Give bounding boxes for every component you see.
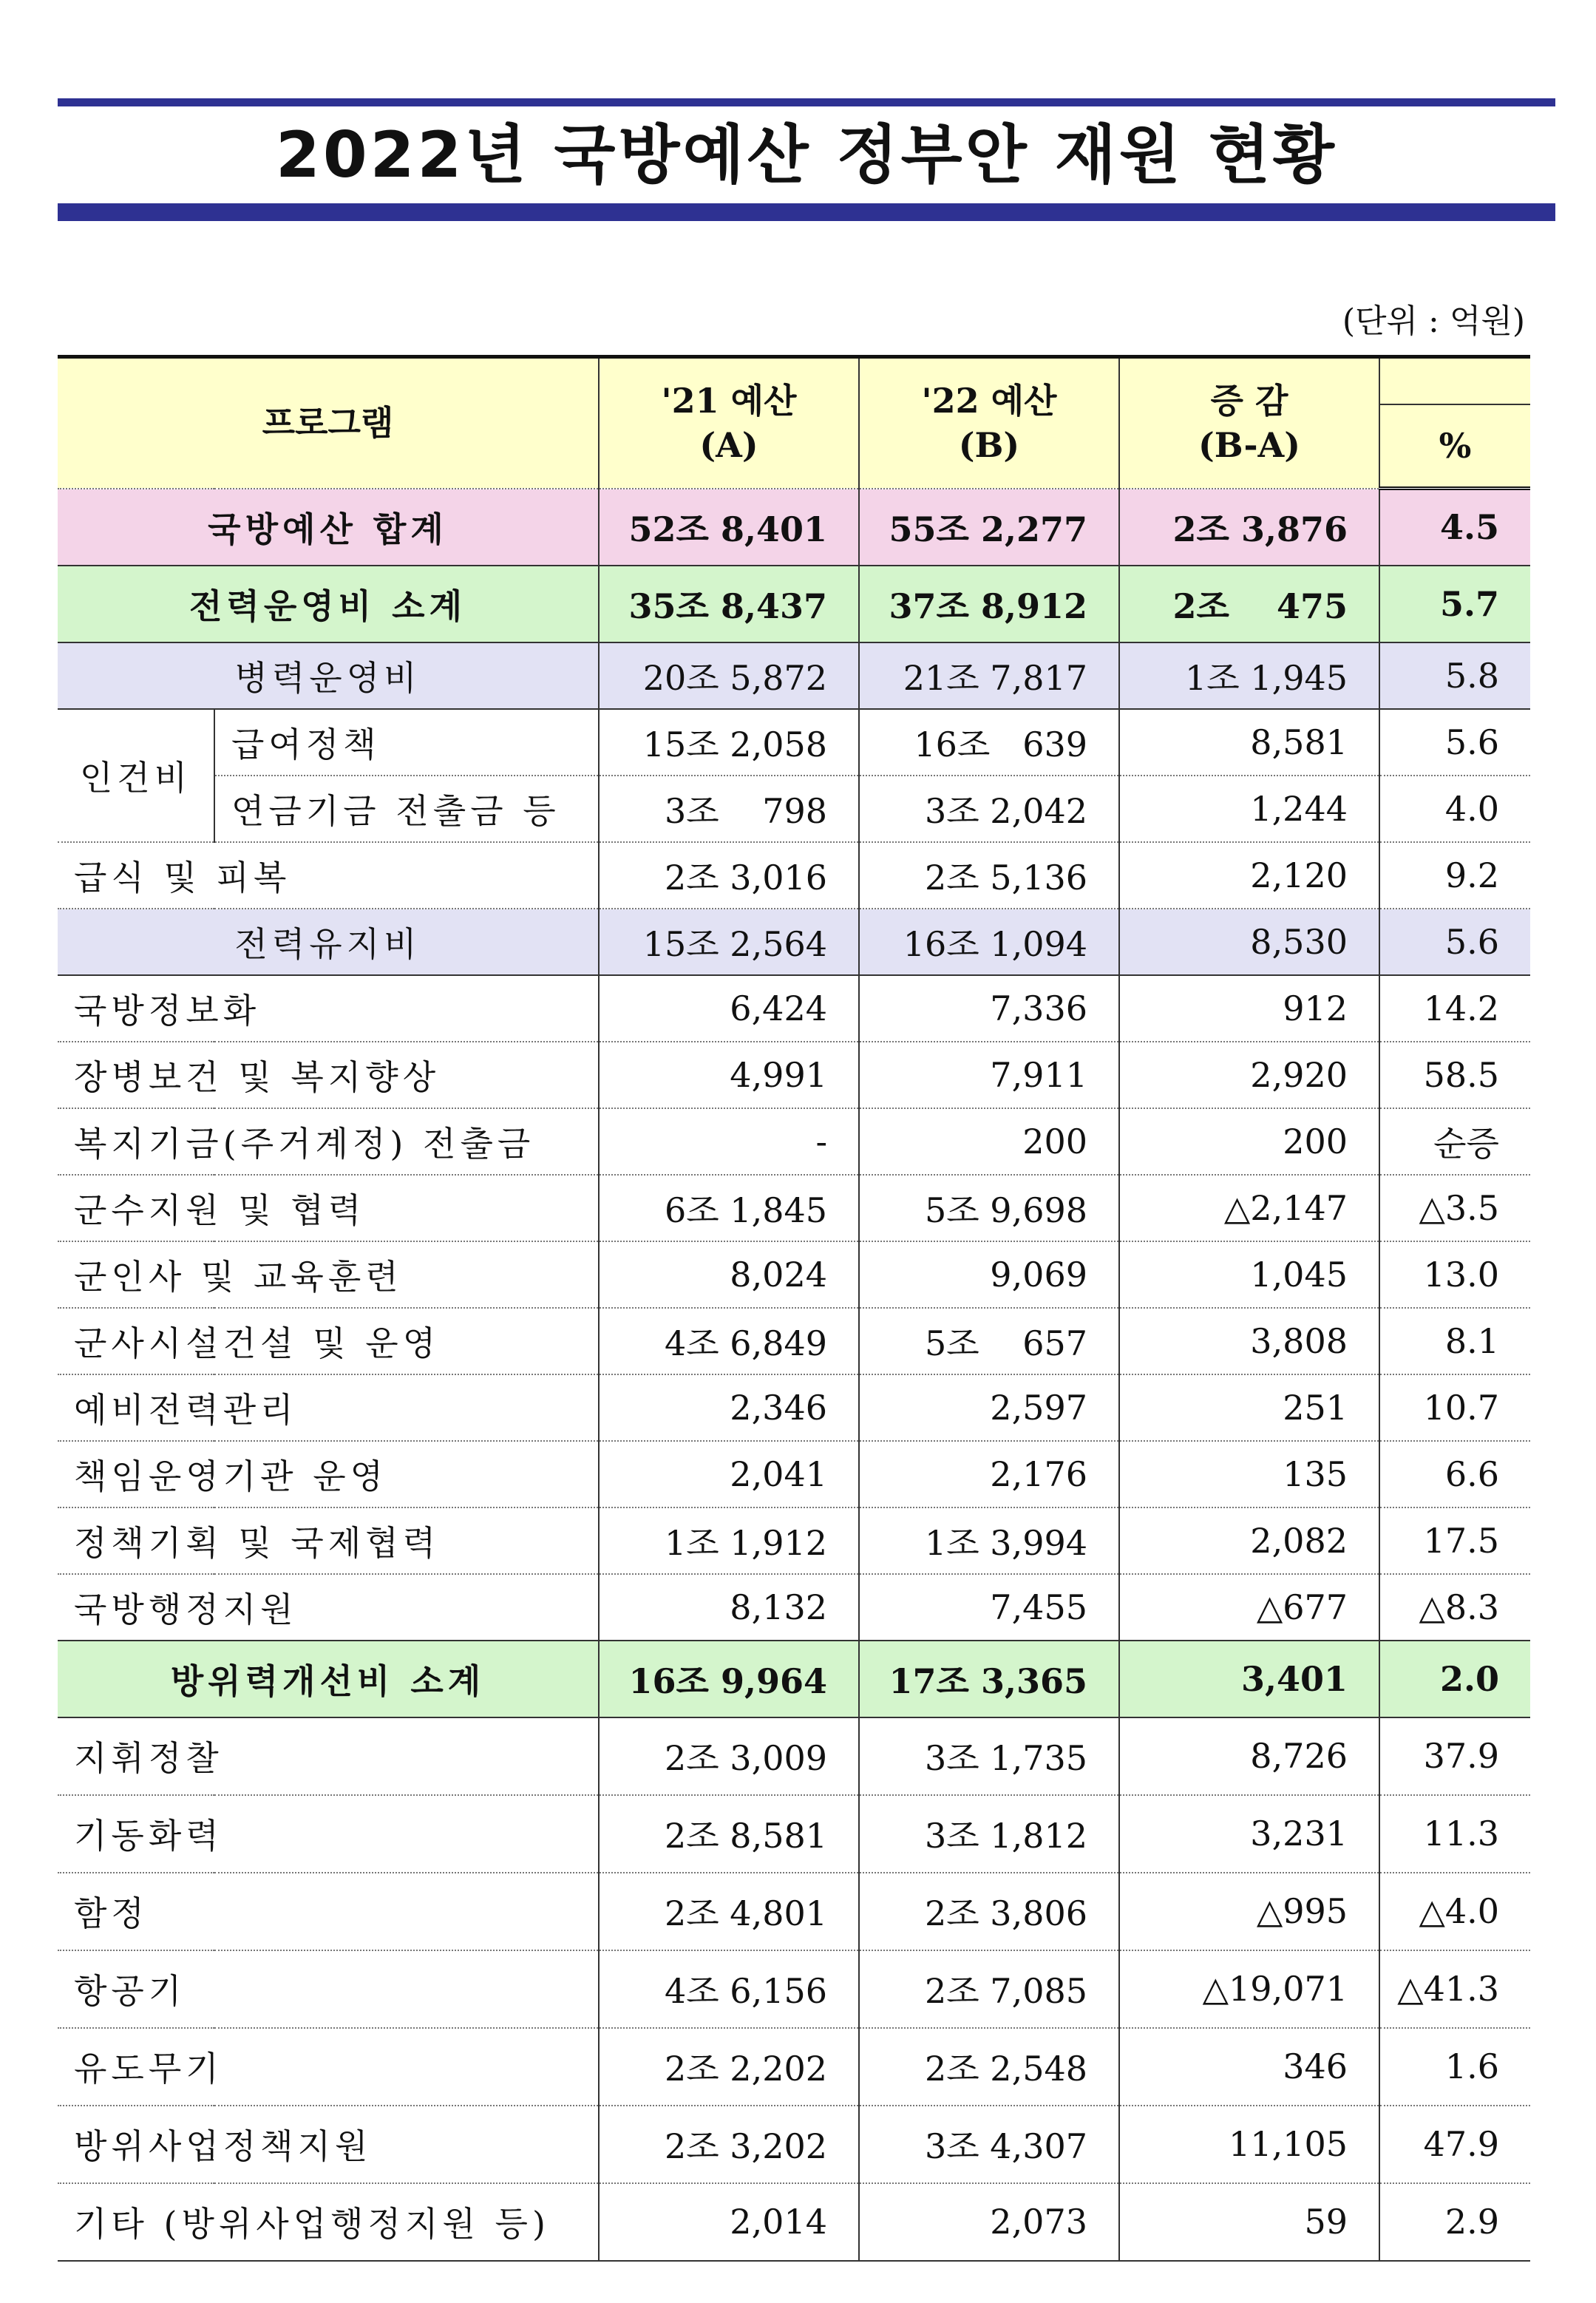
row-label: 기동화력 xyxy=(58,1795,599,1873)
table-row xyxy=(58,1873,1530,1950)
cell-budget22: 16조 1,094 xyxy=(859,909,1119,975)
header-change-line2: (B-A) xyxy=(1198,425,1301,466)
row-label: 국방행정지원 xyxy=(58,1574,599,1641)
cell-budget22: 3조 1,812 xyxy=(859,1795,1119,1873)
cell-budget21: 2조 3,009 xyxy=(599,1717,859,1795)
cell-percent: 47.9 xyxy=(1379,2106,1530,2183)
cell-budget22: 2조 2,548 xyxy=(859,2028,1119,2106)
cell-change: 2조 3,876 xyxy=(1119,489,1379,566)
cell-budget22: 1조 3,994 xyxy=(859,1507,1119,1574)
cell-budget22: 16조 639 xyxy=(859,709,1119,776)
table-row xyxy=(58,2028,1530,2106)
cell-change: 200 xyxy=(1119,1108,1379,1175)
cell-percent: 8.1 xyxy=(1379,1308,1530,1374)
cell-budget21: 2,346 xyxy=(599,1374,859,1441)
cell-budget21: 2조 8,581 xyxy=(599,1795,859,1873)
header-budget21-line1: '21 예산 xyxy=(661,381,797,421)
cell-change: 2,082 xyxy=(1119,1507,1379,1574)
table-row xyxy=(58,909,1530,975)
cell-percent: 5.8 xyxy=(1379,642,1530,709)
cell-budget21: 2조 4,801 xyxy=(599,1873,859,1950)
cell-budget21: 8,024 xyxy=(599,1241,859,1308)
cell-percent: 2.9 xyxy=(1379,2183,1530,2261)
cell-budget22: 2조 3,806 xyxy=(859,1873,1119,1950)
row-label: 예비전력관리 xyxy=(58,1374,599,1441)
row-label: 국방예산 합계 xyxy=(58,489,599,566)
header-change-line1: 증 감 xyxy=(1210,381,1288,421)
cell-change: 346 xyxy=(1119,2028,1379,2106)
cell-budget22: 2,597 xyxy=(859,1374,1119,1441)
cell-budget21: 2조 2,202 xyxy=(599,2028,859,2106)
cell-change: 1조 1,945 xyxy=(1119,642,1379,709)
row-label: 군사시설건설 및 운영 xyxy=(58,1308,599,1374)
table-row xyxy=(58,1717,1530,1795)
table-row xyxy=(58,1507,1530,1574)
cell-change: 11,105 xyxy=(1119,2106,1379,2183)
table-row xyxy=(58,1042,1530,1108)
cell-percent: 순증 xyxy=(1379,1108,1530,1175)
row-label: 정책기획 및 국제협력 xyxy=(58,1507,599,1574)
table-row xyxy=(58,566,1530,642)
cell-budget22: 7,455 xyxy=(859,1574,1119,1641)
header-budget22-line1: '22 예산 xyxy=(921,381,1057,421)
table-row xyxy=(58,2106,1530,2183)
row-group-label: 인건비 xyxy=(58,709,214,842)
title-rule-bottom xyxy=(58,203,1555,221)
table-row xyxy=(58,489,1530,566)
cell-budget22: 2조 7,085 xyxy=(859,1950,1119,2028)
cell-change: 2조 475 xyxy=(1119,566,1379,642)
cell-budget22: 37조 8,912 xyxy=(859,566,1119,642)
cell-budget22: 2조 5,136 xyxy=(859,842,1119,909)
table-row xyxy=(58,1950,1530,2028)
budget-table xyxy=(58,355,1530,2262)
cell-change: △2,147 xyxy=(1119,1175,1379,1241)
table-row xyxy=(58,1108,1530,1175)
row-label: 책임운영기관 운영 xyxy=(58,1441,599,1507)
cell-change: 3,401 xyxy=(1119,1641,1379,1717)
cell-budget22: 3조 1,735 xyxy=(859,1717,1119,1795)
cell-budget21: 35조 8,437 xyxy=(599,566,859,642)
cell-budget21: 4조 6,849 xyxy=(599,1308,859,1374)
cell-budget21: - xyxy=(599,1108,859,1175)
table-row xyxy=(58,1374,1530,1441)
cell-budget22: 5조 657 xyxy=(859,1308,1119,1374)
cell-change: 8,530 xyxy=(1119,909,1379,975)
row-label: 함정 xyxy=(58,1873,599,1950)
table-row xyxy=(58,642,1530,709)
row-label: 유도무기 xyxy=(58,2028,599,2106)
cell-change: 2,920 xyxy=(1119,1042,1379,1108)
cell-budget21: 2조 3,202 xyxy=(599,2106,859,2183)
row-label: 군수지원 및 협력 xyxy=(58,1175,599,1241)
header-budget22-line2: (B) xyxy=(958,425,1020,466)
table-row xyxy=(58,2183,1530,2261)
cell-change: 912 xyxy=(1119,975,1379,1042)
header-change-blank xyxy=(1379,357,1530,404)
cell-change: 3,231 xyxy=(1119,1795,1379,1873)
row-label: 연금기금 전출금 등 xyxy=(214,776,599,842)
row-label: 방위사업정책지원 xyxy=(58,2106,599,2183)
cell-change: △995 xyxy=(1119,1873,1379,1950)
row-label: 장병보건 및 복지향상 xyxy=(58,1042,599,1108)
cell-percent: 10.7 xyxy=(1379,1374,1530,1441)
table-row xyxy=(58,1795,1530,1873)
cell-budget21: 6,424 xyxy=(599,975,859,1042)
cell-percent: 58.5 xyxy=(1379,1042,1530,1108)
cell-budget22: 7,336 xyxy=(859,975,1119,1042)
cell-change: 1,045 xyxy=(1119,1241,1379,1308)
cell-change: 8,581 xyxy=(1119,709,1379,776)
cell-percent: 5.7 xyxy=(1379,566,1530,642)
row-label: 지휘정찰 xyxy=(58,1717,599,1795)
row-label: 급식 및 피복 xyxy=(58,842,599,909)
row-label: 국방정보화 xyxy=(58,975,599,1042)
cell-budget22: 55조 2,277 xyxy=(859,489,1119,566)
cell-budget22: 200 xyxy=(859,1108,1119,1175)
row-label: 기타 (방위사업행정지원 등) xyxy=(58,2183,599,2261)
cell-budget22: 2,073 xyxy=(859,2183,1119,2261)
cell-percent: 1.6 xyxy=(1379,2028,1530,2106)
table-row xyxy=(58,776,1530,842)
cell-percent: △3.5 xyxy=(1379,1175,1530,1241)
table-row xyxy=(58,1441,1530,1507)
cell-budget21: 1조 1,912 xyxy=(599,1507,859,1574)
cell-percent: 14.2 xyxy=(1379,975,1530,1042)
cell-budget22: 17조 3,365 xyxy=(859,1641,1119,1717)
cell-percent: 17.5 xyxy=(1379,1507,1530,1574)
row-label: 급여정책 xyxy=(214,709,599,776)
cell-percent: 37.9 xyxy=(1379,1717,1530,1795)
cell-percent: 4.5 xyxy=(1379,489,1530,566)
cell-budget21: 4,991 xyxy=(599,1042,859,1108)
row-label: 방위력개선비 소계 xyxy=(58,1641,599,1717)
cell-budget21: 8,132 xyxy=(599,1574,859,1641)
row-label: 군인사 및 교육훈련 xyxy=(58,1241,599,1308)
cell-change: 3,808 xyxy=(1119,1308,1379,1374)
cell-change: 2,120 xyxy=(1119,842,1379,909)
cell-percent: 2.0 xyxy=(1379,1641,1530,1717)
row-label: 전력유지비 xyxy=(58,909,599,975)
cell-percent: △4.0 xyxy=(1379,1873,1530,1950)
header-percent: % xyxy=(1379,404,1530,489)
cell-budget21: 4조 6,156 xyxy=(599,1950,859,2028)
cell-percent: △41.3 xyxy=(1379,1950,1530,2028)
cell-budget21: 2,014 xyxy=(599,2183,859,2261)
cell-budget22: 3조 4,307 xyxy=(859,2106,1119,2183)
table-row xyxy=(58,975,1530,1042)
row-label: 전력운영비 소계 xyxy=(58,566,599,642)
cell-budget22: 9,069 xyxy=(859,1241,1119,1308)
row-label: 병력운영비 xyxy=(58,642,599,709)
cell-percent: 4.0 xyxy=(1379,776,1530,842)
header-budget21-line2: (A) xyxy=(699,425,758,466)
cell-percent: △8.3 xyxy=(1379,1574,1530,1641)
cell-change: 1,244 xyxy=(1119,776,1379,842)
cell-budget22: 5조 9,698 xyxy=(859,1175,1119,1241)
header-budget22 xyxy=(859,357,1119,489)
table-row xyxy=(58,1641,1530,1717)
cell-budget22: 21조 7,817 xyxy=(859,642,1119,709)
cell-budget22: 3조 2,042 xyxy=(859,776,1119,842)
table-row xyxy=(58,1175,1530,1241)
cell-change: 135 xyxy=(1119,1441,1379,1507)
row-label: 항공기 xyxy=(58,1950,599,2028)
cell-change: 8,726 xyxy=(1119,1717,1379,1795)
cell-budget21: 20조 5,872 xyxy=(599,642,859,709)
title-rule-top xyxy=(58,98,1555,106)
cell-change: 59 xyxy=(1119,2183,1379,2261)
cell-budget21: 52조 8,401 xyxy=(599,489,859,566)
header-budget21 xyxy=(599,357,859,489)
cell-budget21: 16조 9,964 xyxy=(599,1641,859,1717)
table-row xyxy=(58,1574,1530,1641)
cell-budget22: 2,176 xyxy=(859,1441,1119,1507)
table-row xyxy=(58,1308,1530,1374)
table-row xyxy=(58,1241,1530,1308)
table-row xyxy=(58,709,1530,776)
header-change xyxy=(1119,357,1379,489)
cell-percent: 13.0 xyxy=(1379,1241,1530,1308)
cell-percent: 5.6 xyxy=(1379,909,1530,975)
cell-budget21: 15조 2,058 xyxy=(599,709,859,776)
cell-change: △677 xyxy=(1119,1574,1379,1641)
cell-budget21: 2조 3,016 xyxy=(599,842,859,909)
cell-percent: 9.2 xyxy=(1379,842,1530,909)
table-row xyxy=(58,842,1530,909)
cell-budget22: 7,911 xyxy=(859,1042,1119,1108)
cell-change: 251 xyxy=(1119,1374,1379,1441)
row-label: 복지기금(주거계정) 전출금 xyxy=(58,1108,599,1175)
cell-budget21: 6조 1,845 xyxy=(599,1175,859,1241)
cell-percent: 5.6 xyxy=(1379,709,1530,776)
cell-change: △19,071 xyxy=(1119,1950,1379,2028)
page-title: 2022년 국방예산 정부안 재원 현황 xyxy=(275,118,1338,192)
header-program: 프로그램 xyxy=(58,357,599,489)
cell-percent: 6.6 xyxy=(1379,1441,1530,1507)
unit-label: (단위 : 억원) xyxy=(1342,302,1525,340)
cell-budget21: 3조 798 xyxy=(599,776,859,842)
cell-percent: 11.3 xyxy=(1379,1795,1530,1873)
cell-budget21: 15조 2,564 xyxy=(599,909,859,975)
cell-budget21: 2,041 xyxy=(599,1441,859,1507)
